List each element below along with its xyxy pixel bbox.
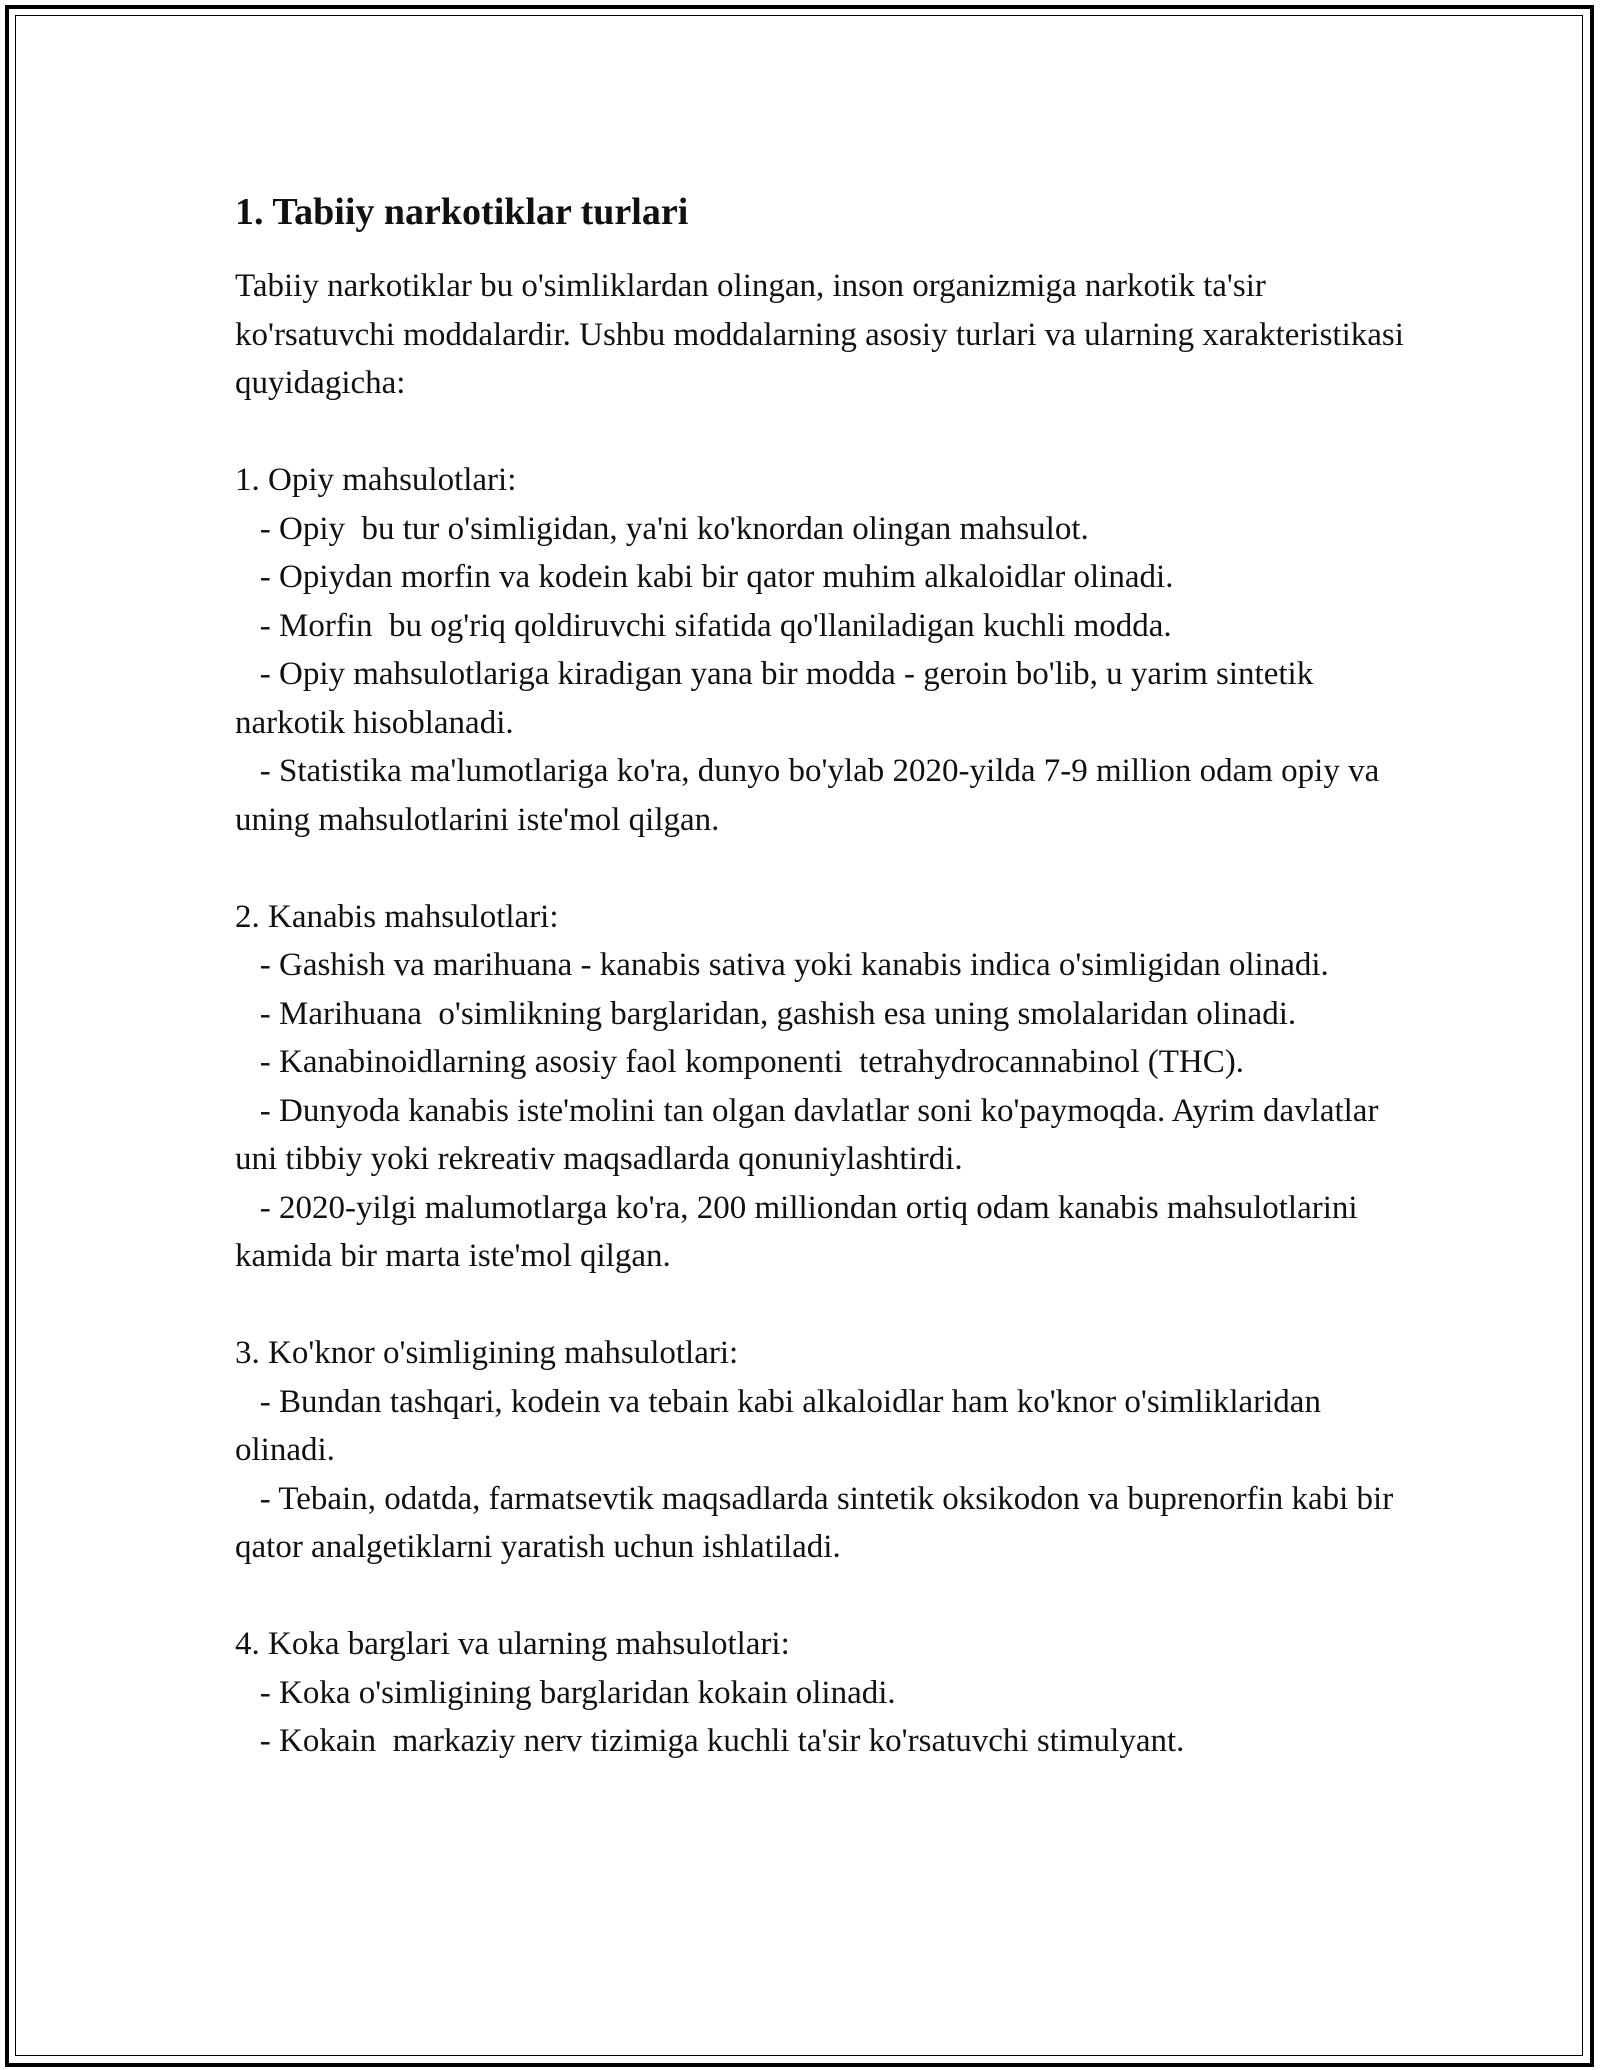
section-item-list xyxy=(235,941,1415,1281)
list-item: - Kokain markaziy nerv tizimiga kuchli ta'sir ko'rsatuvchi stimulyant. xyxy=(235,1723,1185,1759)
list-item: - Opiy mahsulotlariga kiradigan yana bir modda - geroin bo'lib, u yarim sintetik narkotik hisoblanadi. xyxy=(235,656,1322,741)
list-item: - Statistika ma'lumotlariga ko'ra, dunyo bo'ylab 2020-yilda 7-9 million odam opiy va uning mahsulotlarini iste'mol qilgan. xyxy=(235,753,1388,838)
section-3 xyxy=(235,1329,1415,1572)
section-4 xyxy=(235,1620,1415,1766)
section-heading: 4. Koka barglari va ularning mahsulotlari: xyxy=(235,1626,790,1662)
list-item: - 2020-yilgi malumotlarga ko'ra, 200 milliondan ortiq odam kanabis mahsulotlarini kamida bir marta iste'mol qilgan. xyxy=(235,1189,1366,1274)
list-item: - Gashish va marihuana - kanabis sativa yoki kanabis indica o'simligidan olinadi. xyxy=(235,947,1329,983)
section-item-list xyxy=(235,1669,1415,1766)
section-item-list xyxy=(235,505,1415,845)
document-page xyxy=(235,180,1415,1766)
list-item: - Opiydan morfin va kodein kabi bir qator muhim alkaloidlar olinadi. xyxy=(235,559,1174,595)
list-item: - Bundan tashqari, kodein va tebain kabi alkaloidlar ham ko'knor o'simliklaridan olinadi. xyxy=(235,1383,1330,1468)
list-item: - Marihuana o'simlikning barglaridan, gashish esa uning smolalaridan olinadi. xyxy=(235,995,1297,1032)
section-item-list xyxy=(235,1378,1415,1572)
list-item: - Kanabinoidlarning asosiy faol komponenti tetrahydrocannabinol (THC). xyxy=(235,1044,1244,1080)
list-item: - Dunyoda kanabis iste'molini tan olgan davlatlar soni ko'paymoqda. Ayrim davlatlar uni tibbiy yoki rekreativ maqsadlarda qonuniylashtirdi. xyxy=(235,1092,1387,1177)
document-title: 1. Tabiiy narkotiklar turlari xyxy=(235,191,689,233)
list-item: - Opiy bu tur o'simligidan, ya'ni ko'knordan olingan mahsulot. xyxy=(235,510,1089,547)
section-heading: 2. Kanabis mahsulotlari: xyxy=(235,898,559,935)
section-1 xyxy=(235,456,1415,844)
section-heading: 1. Opiy mahsulotlari: xyxy=(235,462,517,498)
list-item: - Morfin bu og'riq qoldiruvchi sifatida qo'llaniladigan kuchli modda. xyxy=(235,607,1172,644)
intro-paragraph: Tabiiy narkotiklar bu o'simliklardan olingan, inson organizmiga narkotik ta'sir ko'rsatuvchi moddalardir. Ushbu moddalarning asosiy turlari va ularning xarakteristikasi quyidagicha: xyxy=(235,268,1404,401)
list-item: - Koka o'simligining barglaridan kokain olinadi. xyxy=(235,1674,896,1711)
list-item: - Tebain, odatda, farmatsevtik maqsadlarda sintetik oksikodon va buprenorfin kabi bir qator analgetiklarni yaratish uchun ishlatiladi. xyxy=(235,1480,1402,1565)
section-heading: 3. Ko'knor o'simligining mahsulotlari: xyxy=(235,1335,739,1371)
section-2 xyxy=(235,893,1415,1281)
sections-container xyxy=(235,456,1415,1766)
